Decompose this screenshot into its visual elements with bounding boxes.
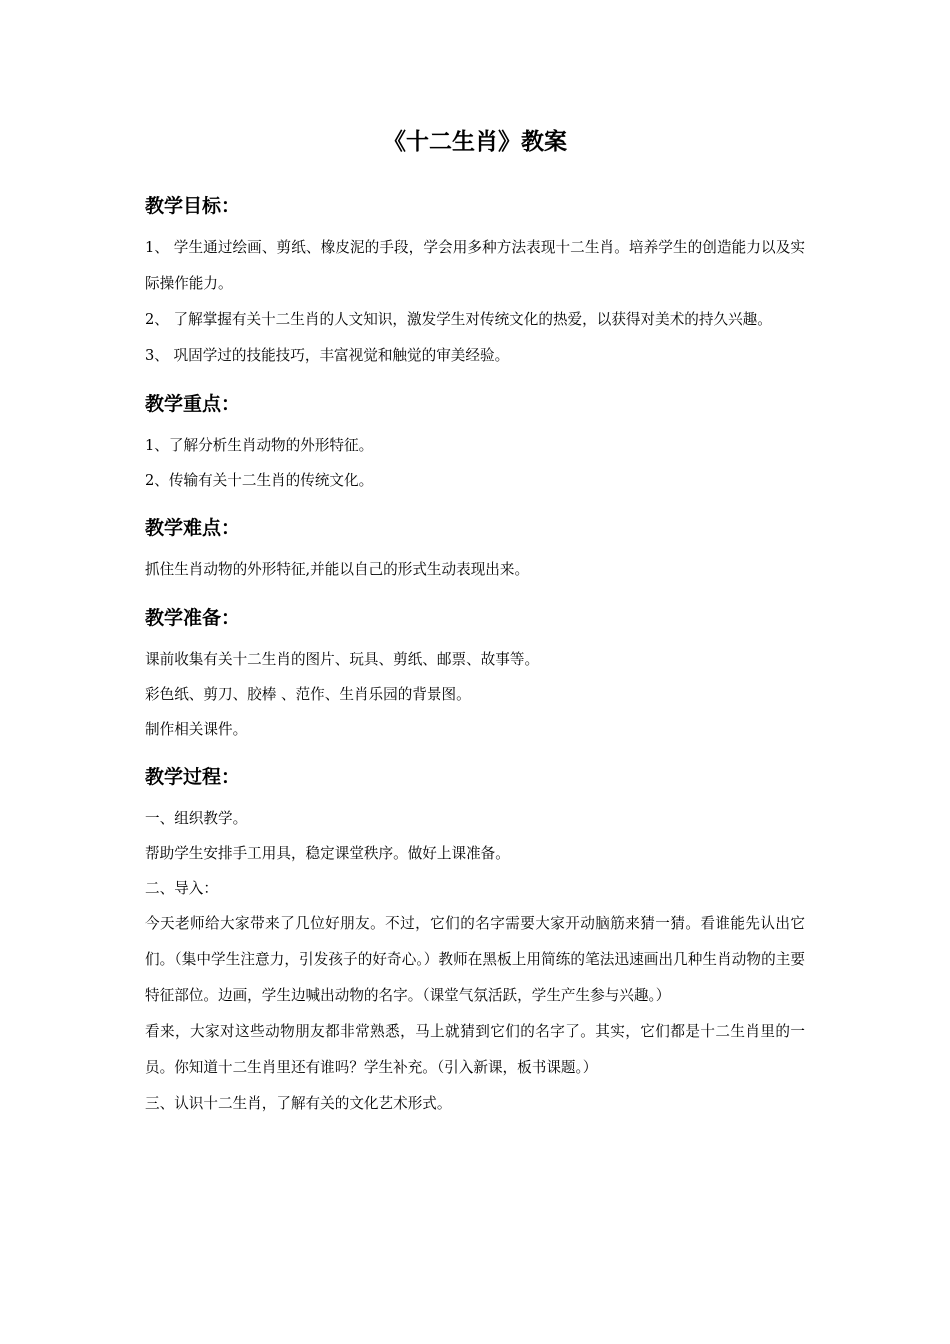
document-title: 《十二生肖》教案 — [383, 129, 567, 155]
process-item: 二、导入： — [145, 880, 218, 897]
process-item: 看来，大家对这些动物朋友都非常熟悉，马上就猜到它们的名字了。其实，它们都是十二生肖里的一员。你知道十二生肖里还有谁吗？学生补充。（引入新课，板书课题。） — [145, 1023, 805, 1076]
section-heading-key-points: 教学重点： — [145, 393, 241, 415]
key-point-item: 1、了解分析生肖动物的外形特征。 — [145, 437, 374, 454]
difficulty-item: 抓住生肖动物的外形特征,并能以自己的形式生动表现出来。 — [145, 561, 530, 578]
objective-item: 3、 巩固学过的技能技巧，丰富视觉和触觉的审美经验。 — [145, 347, 510, 364]
section-process — [145, 761, 805, 1121]
process-item: 今天老师给大家带来了几位好朋友。不过，它们的名字需要大家开动脑筋来猜一猜。看谁能先认出它们。（集中学生注意力，引发孩子的好奇心。）教师在黑板上用简练的笔法迅速画出几种生肖动物的主要特征部位。边画，学生边喊出动物的名字。（课堂气氛活跃，学生产生参与兴趣。） — [145, 915, 805, 1004]
section-heading-objectives: 教学目标： — [145, 195, 241, 217]
preparation-item: 课前收集有关十二生肖的图片、玩具、剪纸、邮票、故事等。 — [145, 651, 540, 668]
section-heading-preparation: 教学准备： — [145, 607, 241, 629]
section-objectives — [145, 190, 805, 374]
section-key-points — [145, 388, 805, 498]
section-heading-process: 教学过程： — [145, 766, 241, 788]
key-point-item: 2、传输有关十二生肖的传统文化。 — [145, 472, 374, 489]
section-preparation — [145, 602, 805, 747]
document-body — [145, 190, 805, 1129]
objective-item: 2、 了解掌握有关十二生肖的人文知识，激发学生对传统文化的热爱，以获得对美术的持久兴趣。 — [145, 311, 772, 328]
process-item: 一、组织教学。 — [145, 810, 248, 827]
preparation-item: 彩色纸、剪刀、胶棒 、范作、生肖乐园的背景图。 — [145, 686, 471, 703]
process-item: 帮助学生安排手工用具，稳定课堂秩序。做好上课准备。 — [145, 845, 510, 862]
objective-item: 1、 学生通过绘画、剪纸、橡皮泥的手段，学会用多种方法表现十二生肖。培养学生的创造能力以及实际操作能力。 — [145, 239, 805, 292]
section-heading-difficulties: 教学难点： — [145, 517, 241, 539]
preparation-item: 制作相关课件。 — [145, 721, 248, 738]
section-difficulties — [145, 512, 805, 588]
process-item: 三、认识十二生肖，了解有关的文化艺术形式。 — [145, 1095, 452, 1112]
